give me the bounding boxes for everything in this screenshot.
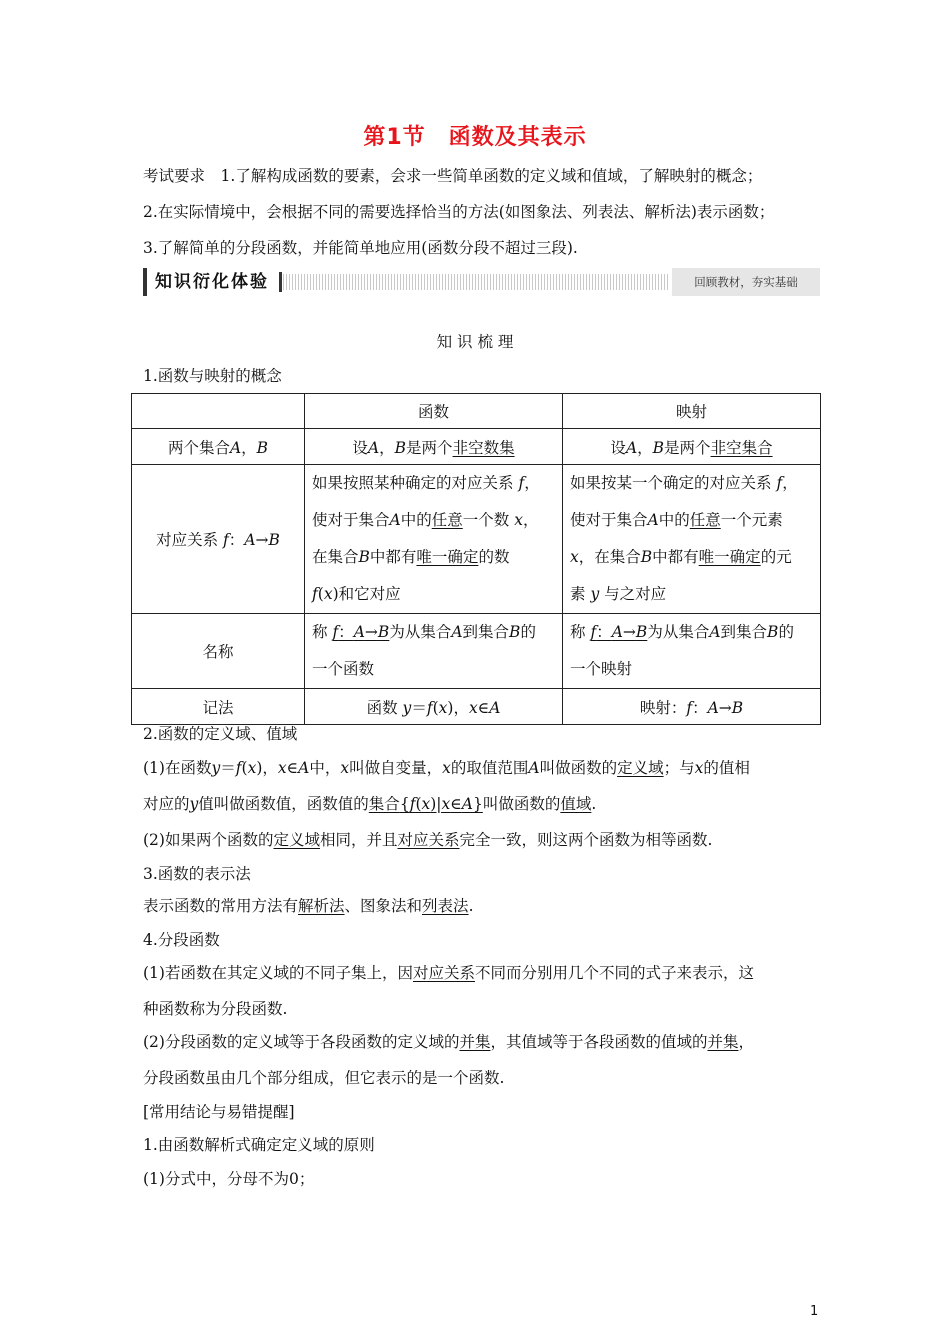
s4-heading: 4.分段函数 xyxy=(143,931,220,949)
s2-paragraph-1: (1)在函数y＝f(x)，x∈A中，x叫做自变量，x的取值范围A叫做函数的定义域；与x的值相 xyxy=(143,759,750,777)
requirement-line-2: 2.在实际情境中，会根据不同的需要选择恰当的方法(如图象法、列表法、解析法)表示函数； xyxy=(143,203,775,221)
page-title: 第1节 函数及其表示 xyxy=(363,125,587,150)
table-row xyxy=(132,614,821,689)
banner-divider xyxy=(279,272,282,292)
s3-heading: 3.函数的表示法 xyxy=(143,865,251,883)
s4-paragraph-3: (2)分段函数的定义域等于各段函数的定义域的并集，其值域等于各段函数的值域的并集， xyxy=(143,1033,755,1051)
table-row-label: 名称 xyxy=(132,614,305,689)
concept-table xyxy=(131,393,821,725)
banner-tag: 回顾教材，夯实基础 xyxy=(672,268,820,296)
table-header-function: 函数 xyxy=(305,394,563,429)
banner-stripe xyxy=(283,274,670,290)
table-cell: 设A，B是两个非空集合 xyxy=(563,429,821,465)
s4-paragraph-1: (1)若函数在其定义域的不同子集上，因对应关系不同而分别用几个不同的式子来表示，这 xyxy=(143,964,754,982)
banner-title: 知识衍化体验 xyxy=(143,268,275,296)
s2-paragraph-2: 对应的y值叫做函数值，函数值的集合{f(x)|x∈A}叫做函数的值域. xyxy=(143,795,597,813)
section-heading: 知 识 梳 理 xyxy=(436,333,514,351)
requirement-line-3: 3.了解简单的分段函数，并能简单地应用(函数分段不超过三段). xyxy=(143,239,578,257)
s3-paragraph-1: 表示函数的常用方法有解析法、图象法和列表法. xyxy=(143,897,474,915)
table-cell-empty xyxy=(132,394,305,429)
table-row-label: 对应关系 f：A→B xyxy=(132,465,305,614)
s4-paragraph-2: 种函数称为分段函数. xyxy=(143,1000,288,1018)
table-row xyxy=(132,689,821,725)
table-cell: 称 f：A→B为从集合A到集合B的 一个映射 xyxy=(563,614,821,689)
s5-subheading: 1.由函数解析式确定定义域的原则 xyxy=(143,1136,375,1154)
requirement-line-1: 考试要求 1.了解构成函数的要素，会求一些简单函数的定义域和值域，了解映射的概念； xyxy=(143,167,763,185)
table-cell: 称 f：A→B为从集合A到集合B的 一个函数 xyxy=(305,614,563,689)
table-header-mapping: 映射 xyxy=(563,394,821,429)
page-number: 1 xyxy=(810,1304,819,1319)
table-row xyxy=(132,429,821,465)
table-cell: 如果按某一个确定的对应关系 f， 使对于集合A中的任意一个元素 x，在集合B中都有唯一确定的元 素 y 与之对应 xyxy=(563,465,821,614)
table-row xyxy=(132,465,821,614)
table-cell: 如果按照某种确定的对应关系 f， 使对于集合A中的任意一个数 x， 在集合B中都有唯一确定的数 f(x)和它对应 xyxy=(305,465,563,614)
table-cell: 映射：f：A→B xyxy=(563,689,821,725)
table-cell: 设A，B是两个非空数集 xyxy=(305,429,563,465)
table-cell: 函数 y＝f(x)，x∈A xyxy=(305,689,563,725)
s2-heading: 2.函数的定义域、值域 xyxy=(143,725,298,743)
table-row-label: 记法 xyxy=(132,689,305,725)
s5-heading: [常用结论与易错提醒] xyxy=(143,1103,295,1121)
table-row-label: 两个集合A，B xyxy=(132,429,305,465)
table-row xyxy=(132,394,821,429)
requirement-label: 考试要求 xyxy=(143,167,206,185)
s2-paragraph-3: (2)如果两个函数的定义域相同，并且对应关系完全一致，则这两个函数为相等函数. xyxy=(143,831,713,849)
s4-paragraph-4: 分段函数虽由几个部分组成，但它表示的是一个函数. xyxy=(143,1069,505,1087)
section-banner xyxy=(143,268,820,296)
s1-heading: 1.函数与映射的概念 xyxy=(143,367,282,385)
s5-paragraph-1: (1)分式中，分母不为0； xyxy=(143,1170,315,1188)
